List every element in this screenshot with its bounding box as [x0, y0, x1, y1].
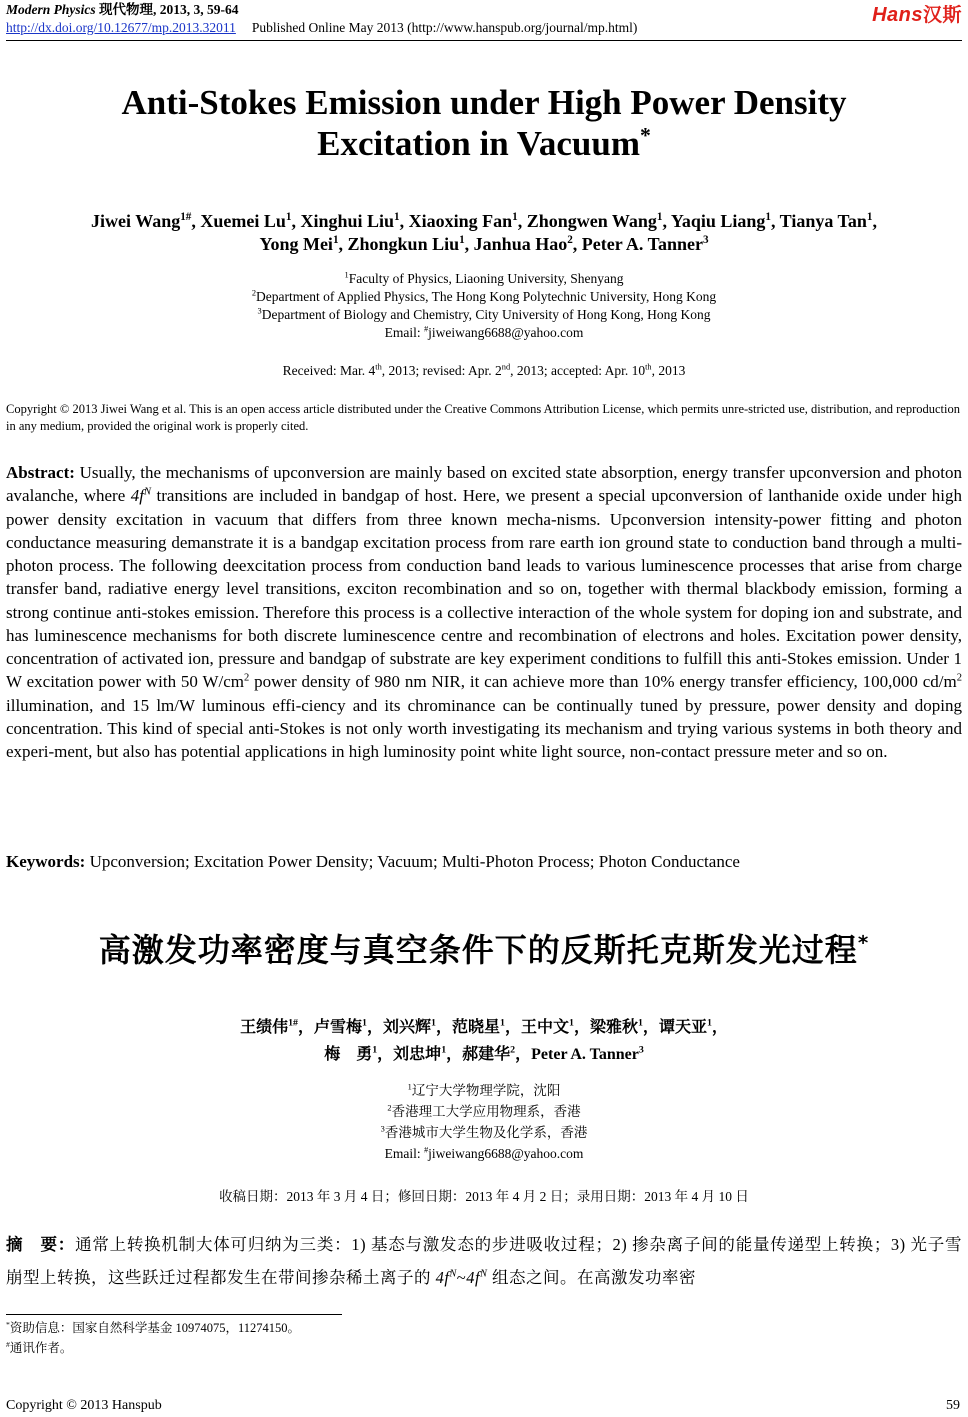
author-name: Janhua Hao	[473, 234, 568, 254]
author-name: Xiaoxing Fan	[408, 211, 513, 231]
email-address[interactable]: jiweiwang6688@yahoo.com	[428, 325, 584, 340]
email-line	[0, 324, 968, 342]
author-affil-sup: 1	[431, 1017, 436, 1029]
author-name: Yaqiu Liang	[670, 211, 766, 231]
affiliation-list-cn	[0, 1080, 968, 1143]
revised-sup: nd	[501, 362, 511, 372]
affiliation	[0, 1080, 968, 1101]
author-affil-sup: 1	[637, 1017, 643, 1029]
author-affil-sup: 1	[362, 1017, 367, 1029]
email-mark-cn: #	[423, 1145, 429, 1155]
author-name: Tianya Tan	[779, 211, 867, 231]
author-separator: ,	[338, 234, 348, 254]
abstract-cn-f2: 4f	[466, 1268, 481, 1287]
accepted-date: , 2013; accepted: Apr. 10	[510, 363, 646, 378]
affiliation	[0, 270, 968, 288]
abstract-en	[6, 461, 962, 763]
affiliations-cn	[0, 1080, 968, 1164]
author-affil-sup: 1#	[180, 211, 192, 223]
email-label-cn: Email:	[384, 1146, 424, 1161]
footnote-text-2: 通讯作者。	[9, 1341, 73, 1355]
author-name: 郝建华	[462, 1044, 511, 1063]
affiliation-text: Department of Biology and Chemistry, City University of Hong Kong, Hong Kong	[261, 307, 711, 322]
abstract-text-3: power density of 980 nm NIR, it can achieve more than 10% energy transfer efficiency, 100,000 cd/m	[249, 672, 957, 692]
keywords-text: Upconversion; Excitation Power Density; Vacuum; Multi-Photon Process; Photon Conductance	[85, 852, 740, 871]
author-name: Zhongwen Wang	[526, 211, 657, 231]
author-affil-sup: 2	[510, 1044, 516, 1056]
affiliations-en	[0, 270, 968, 342]
author-name: 范晓星	[451, 1017, 500, 1036]
author-name: Peter A. Tanner	[581, 234, 703, 254]
revised-date: , 2013; revised: Apr. 2	[381, 363, 502, 378]
author-affil-sup: 1	[441, 1044, 447, 1056]
author-affil-sup: 1#	[288, 1017, 298, 1029]
abstract-label: Abstract:	[6, 463, 75, 482]
abstract-sup-b: 2	[956, 672, 962, 684]
author-affil-sup: 1	[332, 234, 339, 246]
author-affil-sup: 2	[567, 234, 573, 246]
author-name: 谭天亚	[658, 1017, 707, 1036]
authors-en-line-1	[0, 210, 968, 233]
author-name: Yong Mei	[259, 234, 333, 254]
abstract-f-term: 4f	[130, 486, 144, 506]
title-line-2	[0, 123, 968, 164]
author-separator: ,	[399, 211, 409, 231]
authors-en	[0, 210, 968, 256]
author-affil-sup: 3	[702, 234, 709, 246]
footnote-corresponding	[6, 1338, 72, 1358]
author-separator: ,	[291, 211, 301, 231]
author-affil-sup: 1	[500, 1017, 505, 1029]
affiliation	[0, 1101, 968, 1122]
hans-logo	[872, 0, 962, 27]
author-name: Zhongkun Liu	[347, 234, 460, 254]
page-number: 59	[946, 1398, 960, 1413]
journal-header	[6, 1, 239, 18]
author-affil-sup: 3	[638, 1044, 644, 1056]
affiliation-sup: 1	[407, 1082, 412, 1092]
affiliation-sup: 2	[387, 1103, 392, 1113]
author-name: Jiwei Wang	[91, 211, 181, 231]
title-mark: *	[640, 123, 651, 148]
email-line-cn	[0, 1143, 968, 1164]
author-separator: ，	[504, 1019, 521, 1036]
title-cn-mark: *	[857, 931, 870, 955]
author-separator: ,	[770, 211, 780, 231]
abstract-cn-tilde: ~	[456, 1268, 467, 1287]
authors-cn-line-1	[0, 1014, 968, 1041]
affiliation	[0, 288, 968, 306]
author-separator: ，	[515, 1046, 532, 1063]
author-name: 王绩伟	[240, 1017, 289, 1036]
footnote-text-1: 资助信息：国家自然科学基金 10974075，11274150。	[9, 1321, 301, 1335]
author-separator: ,	[517, 211, 527, 231]
footnote-rule	[6, 1314, 342, 1315]
abstract-cn-f2-sup: N	[480, 1268, 488, 1280]
author-name: 梁雅秋	[589, 1017, 638, 1036]
author-name: 卢雪梅	[314, 1017, 363, 1036]
author-affil-sup: 1	[765, 211, 771, 223]
journal-volume: , 2013, 3, 59-64	[153, 2, 239, 17]
author-affil-sup: 1	[372, 1044, 378, 1056]
paper-title-cn	[0, 925, 968, 971]
affiliation-sup: 3	[257, 306, 262, 316]
affiliation-text: Faculty of Physics, Liaoning University, Shenyang	[348, 271, 624, 286]
email-label: Email:	[384, 325, 424, 340]
year-end: , 2013	[651, 363, 686, 378]
author-affil-sup: 1	[706, 1017, 712, 1029]
author-separator: ，	[446, 1046, 463, 1063]
received-date: Received: Mar. 4	[282, 363, 376, 378]
received-dates	[0, 363, 968, 379]
affiliation	[0, 306, 968, 324]
author-name: 王中文	[520, 1017, 569, 1036]
footnote-mark-1: *	[6, 1319, 10, 1329]
author-separator: ，	[298, 1019, 315, 1036]
author-name: 刘忠坤	[393, 1044, 442, 1063]
affiliation-text: 辽宁大学物理学院，沈阳	[411, 1083, 561, 1098]
copyright-note: Copyright © 2013 Jiwei Wang et al. This is an open access article distributed under the Creative Commons Attribution License, which permits unre-stricted use, distribution, and reproduction in any medium, provided the original work is properly cited.	[6, 402, 960, 433]
abstract-text-1: Usually, the mechanisms of upconversion are mainly based on excited state absorption, energy transfer upconversion and photon avalanche, where	[6, 463, 962, 506]
abstract-cn-text-2: 组态之间。在高激发功率密	[487, 1268, 697, 1287]
author-affil-sup: 1	[866, 211, 873, 223]
published-online: Published Online May 2013 (http://www.hanspub.org/journal/mp.html)	[251, 20, 638, 35]
accepted-sup: th	[645, 362, 652, 372]
title-line-2-text: Excitation in Vacuum	[317, 124, 640, 163]
received-dates-cn: 收稿日期：2013 年 3 月 4 日；修回日期：2013 年 4 月 2 日；录用日期：2013 年 4 月 10 日	[219, 1189, 749, 1204]
author-name: 梅 勇	[324, 1044, 373, 1063]
title-line-1: Anti-Stokes Emission under High Power Density	[121, 83, 847, 122]
author-affil-sup: 1	[512, 211, 518, 223]
author-name: Xinghui Liu	[300, 211, 395, 231]
abstract-text-2: transitions are included in bandgap of host. Here, we present a special upconversion of lanthanide oxide under high power density excitation in vacuum that differs from three known mecha-nisms. Upconversion intensity-power fitting and photon conductance measuring demanstrate it is a bandgap excitation process from rare earth ion ground state to conduction band through a multi-photon process. The following deexcitation process from conduction band leads to various luminescence processes that arise from charge transfer band, radiative energy level transitions, exciton recombination and so on, together with thermal blackbody emission, forming a strong continue anti-stokes emission. Therefore this process is a collective interaction of the whole system for doping ion and substrate, and has luminescence mechanisms for both discrete luminescence centre and recombination of electrons and holes. Excitation power density, concentration of activated ion, pressure and bandgap of substrate are key experiment conditions to fulfill this anti-Stokes emission. Under 1 W excitation power with 50 W/cm	[6, 486, 963, 692]
author-affil-sup: 1	[285, 211, 292, 223]
journal-name: Modern Physics	[6, 2, 96, 17]
author-separator: ,	[464, 234, 474, 254]
affiliation-text: Department of Applied Physics, The Hong Kong Polytechnic University, Hong Kong	[256, 289, 717, 304]
keywords-en	[6, 852, 740, 872]
author-separator: ，	[435, 1019, 452, 1036]
author-separator: ，	[711, 1019, 728, 1036]
author-separator: ，	[377, 1046, 394, 1063]
author-affil-sup: 1	[568, 1017, 574, 1029]
affiliation-sup: 2	[251, 288, 257, 298]
affiliation	[0, 1122, 968, 1143]
author-separator: ,	[872, 211, 877, 231]
author-separator: ，	[573, 1019, 590, 1036]
title-cn-text: 高激发功率密度与真空条件下的反斯托克斯发光过程	[98, 931, 858, 969]
author-name: 刘兴辉	[383, 1017, 432, 1036]
author-name: Peter A. Tanner	[531, 1046, 639, 1063]
footnote-funding	[6, 1318, 300, 1338]
abstract-cn-f1: 4f	[435, 1268, 450, 1287]
doi-line	[6, 19, 637, 36]
abstract-cn-text-1: 通常上转换机制大体可归纳为三类：1) 基态与激发态的步进吸收过程；2) 掺杂离子间的能量传递型上转换；3) 光子雪崩型上转换，这些跃迁过程都发生在带间掺杂稀土离子的	[6, 1235, 963, 1287]
author-affil-sup: 1	[656, 211, 663, 223]
abstract-sup-a: 2	[244, 672, 250, 684]
email-address-cn[interactable]: jiweiwang6688@yahoo.com	[428, 1146, 584, 1161]
authors-en-line-2	[0, 233, 968, 256]
author-name: Xuemei Lu	[200, 211, 286, 231]
author-separator: ，	[642, 1019, 659, 1036]
abstract-cn-label: 摘 要：	[6, 1235, 76, 1254]
author-separator: ,	[191, 211, 201, 231]
keywords-label: Keywords:	[6, 852, 86, 871]
affiliation-text: 香港理工大学应用物理系，香港	[391, 1104, 581, 1119]
journal-name-cn: 现代物理	[99, 2, 154, 17]
header-rule	[6, 40, 962, 41]
affiliation-text: 香港城市大学生物及化学系，香港	[384, 1125, 588, 1140]
affiliation-sup: 1	[344, 270, 349, 280]
author-separator: ，	[366, 1019, 383, 1036]
email-mark: #	[423, 324, 429, 334]
abstract-text-4: illumination, and 15 lm/W luminous effi-ciency and its chrominance can be continually tuned by pressure, power density and doping concentration. This kind of special anti-Stokes is not only worth investigating its mechanism and trying various systems in both theory and experi-ment, but also has potential applications in high luminosity point white light source, non-contact pressure meter and so on.	[6, 695, 962, 761]
logo-cn: 汉斯	[922, 5, 962, 26]
paper-title-en	[0, 82, 968, 164]
footer-copyright: Copyright © 2013 Hanspub	[6, 1398, 162, 1413]
author-affil-sup: 1	[394, 211, 400, 223]
authors-cn-line-2	[0, 1041, 968, 1068]
abstract-f-sup: N	[143, 486, 152, 498]
abstract-cn-f1-sup: N	[449, 1268, 457, 1280]
author-affil-sup: 1	[459, 234, 465, 246]
logo-text: Hans	[872, 4, 923, 26]
received-sup: th	[375, 362, 382, 372]
affiliation-sup: 3	[380, 1124, 385, 1134]
author-separator: ,	[662, 211, 671, 231]
abstract-cn	[6, 1228, 962, 1294]
doi-link[interactable]: http://dx.doi.org/10.12677/mp.2013.32011	[6, 20, 236, 35]
author-separator: ,	[572, 234, 582, 254]
authors-cn	[0, 1014, 968, 1068]
affiliation-list-en	[0, 270, 968, 324]
footnote-mark-2: #	[6, 1339, 10, 1349]
